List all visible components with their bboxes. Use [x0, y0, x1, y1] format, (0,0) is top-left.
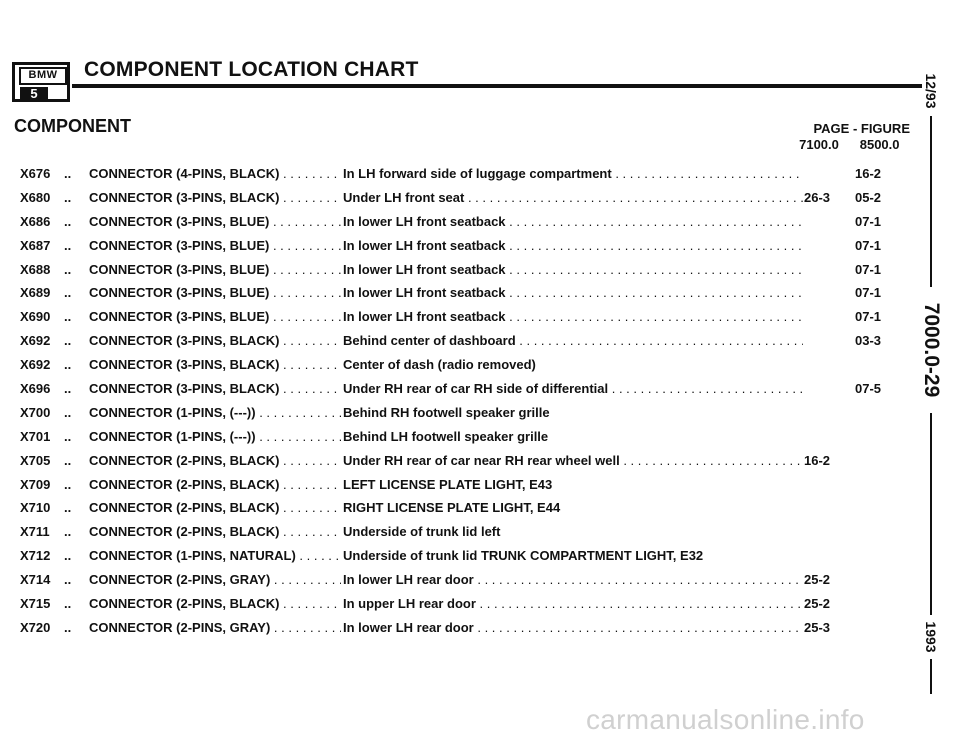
table-row: [0, 617, 920, 641]
table-row: [0, 497, 920, 521]
component-location: Behind LH footwell speaker grille: [343, 428, 549, 444]
component-location: In lower LH front seatback . . .: [343, 213, 803, 231]
page-figure-ref: 07-1: [854, 261, 882, 277]
component-name: CONNECTOR (1-PINS, (---)) . . .: [89, 404, 341, 422]
component-id: X680: [20, 189, 51, 205]
component-location: Behind center of dashboard . . .: [343, 332, 803, 350]
row-separator: ..: [64, 452, 72, 468]
page-figure-heading: PAGE - FIGURE: [813, 121, 910, 136]
table-row: [0, 402, 920, 426]
component-name: CONNECTOR (2-PINS, BLACK) . . .: [89, 452, 341, 470]
component-id: X692: [20, 357, 51, 373]
table-row: [0, 521, 920, 545]
component-location: RIGHT LICENSE PLATE LIGHT, E44: [343, 500, 561, 516]
page-column-heading: 7100.0: [799, 137, 839, 152]
row-separator: ..: [64, 619, 72, 635]
row-separator: ..: [64, 428, 72, 444]
row-separator: ..: [64, 476, 72, 492]
row-separator: ..: [64, 596, 72, 612]
component-id: X696: [20, 381, 51, 397]
table-row: [0, 354, 920, 378]
margin-page-number: 7000.0-29: [917, 287, 945, 413]
component-id: X711: [20, 524, 50, 540]
page-ref: 25-3: [804, 619, 831, 635]
component-id: X688: [20, 261, 51, 277]
component-location: In lower LH rear door . . .: [343, 571, 803, 589]
component-name: CONNECTOR (2-PINS, BLACK) . . .: [89, 595, 341, 613]
table-row: [0, 450, 920, 474]
component-id: X720: [20, 619, 51, 635]
figure-column-heading: 8500.0: [859, 137, 900, 152]
component-name: CONNECTOR (3-PINS, BLUE) . . .: [89, 237, 341, 255]
component-name: CONNECTOR (3-PINS, BLUE) . . .: [89, 308, 341, 326]
component-location: In upper LH rear door . . .: [343, 595, 803, 613]
section-title: COMPONENT: [14, 116, 131, 136]
table-row: [0, 330, 920, 354]
component-id: X687: [20, 237, 51, 253]
component-id: X705: [20, 452, 51, 468]
row-separator: ..: [64, 381, 72, 397]
watermark: carmanualsonline.info: [586, 704, 865, 735]
logo-brand: BMW: [19, 67, 67, 85]
margin-year: 1993: [922, 615, 940, 659]
component-name: CONNECTOR (2-PINS, BLACK) . . .: [89, 523, 341, 541]
table-row: [0, 163, 920, 187]
page-figure-ref: 05-2: [854, 189, 882, 205]
component-location: Under RH rear of car near RH rear wheel well . . .: [343, 452, 803, 470]
component-id: X686: [20, 213, 51, 229]
row-separator: ..: [64, 309, 72, 325]
row-separator: ..: [64, 548, 72, 564]
component-id: X714: [20, 572, 51, 588]
table-row: [0, 545, 920, 569]
component-name: CONNECTOR (3-PINS, BLACK) . . .: [89, 189, 341, 207]
page-figure-ref: 07-5: [854, 381, 882, 397]
component-id: X715: [20, 596, 51, 612]
table-row: [0, 282, 920, 306]
row-separator: ..: [64, 166, 72, 181]
component-name: CONNECTOR (2-PINS, BLACK) . . .: [89, 476, 341, 494]
title-rule: [72, 84, 924, 88]
logo-series: 5: [20, 87, 48, 100]
page-figure-ref: 07-1: [854, 309, 882, 325]
component-name: CONNECTOR (3-PINS, BLACK) . . .: [89, 332, 341, 350]
page-ref: 16-2: [804, 452, 831, 468]
page-figure-ref: 03-3: [854, 333, 882, 349]
component-location: Under LH front seat . . .: [343, 189, 803, 207]
page-ref: 25-2: [804, 596, 831, 612]
component-id: X692: [20, 333, 51, 349]
component-location: Under RH rear of car RH side of differential . . .: [343, 380, 803, 398]
row-separator: ..: [64, 189, 72, 205]
component-location: In LH forward side of luggage compartment . . .: [343, 165, 803, 183]
page-figure-ref: 07-1: [854, 285, 882, 301]
component-location: Center of dash (radio removed): [343, 357, 536, 373]
document-title: COMPONENT LOCATION CHART: [84, 58, 419, 81]
table-row: [0, 378, 920, 402]
table-row: [0, 235, 920, 259]
component-id: X700: [20, 404, 51, 420]
component-name: CONNECTOR (3-PINS, BLUE) . . .: [89, 213, 341, 231]
component-location: In lower LH rear door . . .: [343, 619, 803, 637]
component-name: CONNECTOR (2-PINS, GRAY) . . .: [89, 619, 341, 637]
component-id: X689: [20, 285, 51, 301]
table-row: [0, 306, 920, 330]
component-name: CONNECTOR (2-PINS, BLACK) . . .: [89, 499, 341, 517]
row-separator: ..: [64, 237, 72, 253]
component-location: In lower LH front seatback . . .: [343, 261, 803, 279]
component-location: Underside of trunk lid TRUNK COMPARTMENT LIGHT, E32: [343, 548, 704, 564]
page-figure-ref: 07-1: [854, 213, 882, 229]
page-figure-subheading: [790, 137, 910, 152]
row-separator: ..: [64, 404, 72, 420]
component-id: X710: [20, 500, 51, 516]
component-id: X676: [20, 166, 51, 181]
component-location: LEFT LICENSE PLATE LIGHT, E43: [343, 476, 553, 492]
row-separator: ..: [64, 261, 72, 277]
table-row: [0, 211, 920, 235]
component-name: CONNECTOR (3-PINS, BLUE) . . .: [89, 261, 341, 279]
row-separator: ..: [64, 572, 72, 588]
component-location: In lower LH front seatback . . .: [343, 237, 803, 255]
page-ref: 25-2: [804, 572, 831, 588]
table-row: [0, 569, 920, 593]
row-separator: ..: [64, 213, 72, 229]
component-name: CONNECTOR (4-PINS, BLACK) . . .: [89, 165, 341, 183]
page-ref: 26-3: [804, 189, 831, 205]
component-location: Behind RH footwell speaker grille: [343, 404, 550, 420]
component-table: [0, 163, 920, 641]
component-name: CONNECTOR (3-PINS, BLUE) . . .: [89, 284, 341, 302]
component-name: CONNECTOR (3-PINS, BLACK) . . .: [89, 356, 341, 374]
bmw-5-series-logo: [12, 62, 70, 102]
page-figure-ref: 16-2: [854, 166, 882, 181]
table-row: [0, 426, 920, 450]
component-id: X701: [20, 428, 51, 444]
component-name: CONNECTOR (1-PINS, (---)) . . .: [89, 428, 341, 446]
row-separator: ..: [64, 285, 72, 301]
row-separator: ..: [64, 333, 72, 349]
component-id: X709: [20, 476, 51, 492]
component-id: X690: [20, 309, 51, 325]
component-id: X712: [20, 548, 51, 564]
table-row: [0, 593, 920, 617]
table-row: [0, 474, 920, 498]
row-separator: ..: [64, 357, 72, 373]
component-name: CONNECTOR (1-PINS, NATURAL) . . .: [89, 547, 341, 565]
row-separator: ..: [64, 500, 72, 516]
table-row: [0, 259, 920, 283]
component-name: CONNECTOR (2-PINS, GRAY) . . .: [89, 571, 341, 589]
component-location: Underside of trunk lid left: [343, 524, 501, 540]
component-location: In lower LH front seatback . . .: [343, 308, 803, 326]
page-figure-ref: 07-1: [854, 237, 882, 253]
table-row: [0, 187, 920, 211]
component-name: CONNECTOR (3-PINS, BLACK) . . .: [89, 380, 341, 398]
row-separator: ..: [64, 524, 72, 540]
margin-date: 12/93: [922, 66, 940, 116]
component-location: In lower LH front seatback . . .: [343, 284, 803, 302]
